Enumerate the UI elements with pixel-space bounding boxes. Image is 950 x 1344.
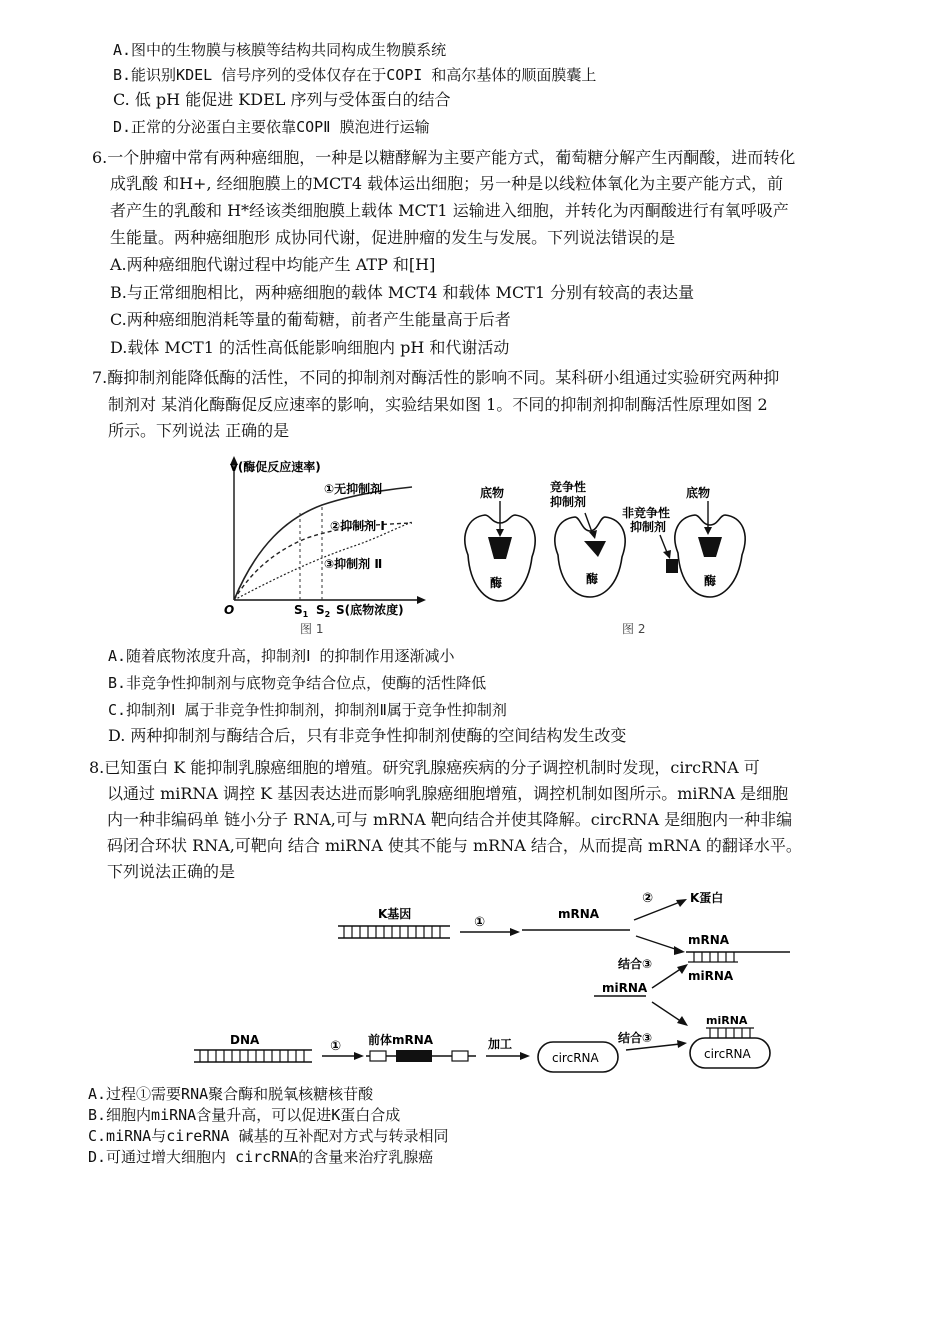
bind-step-3b-label: 结合③ (618, 1031, 653, 1045)
q6-stem-line2: 成乳酸 和H+, 经细胞膜上的MCT4 载体运出细胞；另一种是以线粒体氧化为主要产能方式，前 (110, 174, 784, 193)
q7-stem-line2: 制剂对 某消化酶酶促反应速率的影响，实验结果如图 1。不同的抑制剂抑制酶活性原理如图 2 (108, 395, 768, 414)
q7-stem-line1: 7.酶抑制剂能降低酶的活性，不同的抑制剂对酶活性的影响不同。某科研小组通过实验研究两种抑 (92, 368, 780, 387)
circrna-label: circRNA (552, 1051, 599, 1065)
q8-stem-line2: 以通过 miRNA 调控 K 基因表达进而影响乳腺癌细胞增殖，调控机制如图所示。miRNA 是细胞 (107, 784, 789, 803)
competitive-inhibitor-label-line2: 抑制剂 (550, 495, 587, 509)
enzyme-2-label: 酶 (586, 572, 599, 586)
enzyme-3-label: 酶 (704, 574, 717, 588)
step-1b-label: ① (330, 1039, 342, 1054)
bind-step-3a-label: 结合③ (618, 957, 653, 971)
noncompetitive-inhibitor-label-line1: 非竞争性 (622, 506, 671, 520)
curve-3-label: ③抑制剂 Ⅱ (324, 557, 383, 571)
q8-stem-line4: 码闭合环状 RNA,可靶向 结合 miRNA 使其不能与 mRNA 结合，从而提高 mRNA 的翻译水平。 (107, 836, 802, 855)
pre-mrna-exon-3 (452, 1051, 468, 1061)
mirna-bound-label: miRNA (688, 969, 734, 983)
q7-option-a: A.随着底物浓度升高，抑制剂Ⅰ 的抑制作用逐渐减小 (108, 647, 455, 665)
q6-option-b: B.与正常细胞相比，两种癌细胞的载体 MCT4 和载体 MCT1 分别有较高的表达量 (110, 283, 695, 302)
noncompetitive-inhibitor-shape (666, 559, 678, 573)
q6-stem-line4: 生能量。两种癌细胞形 成协同代谢，促进肿瘤的发生与发展。下列说法错误的是 (110, 228, 676, 247)
figure-1-caption: 图 1 (300, 622, 324, 636)
circrna-complex-label: circRNA (704, 1047, 751, 1061)
q8-stem-line1: 8.已知蛋白 K 能抑制乳腺癌细胞的增殖。研究乳腺癌疾病的分子调控机制时发现，circRNA 可 (89, 758, 760, 777)
k-protein-label: K蛋白 (690, 891, 724, 905)
k-gene-label: K基因 (378, 907, 412, 921)
pre-mrna-exon-1 (370, 1051, 386, 1061)
q7-option-b: B.非竞争性抑制剂与底物竞争结合位点，使酶的活性降低 (108, 674, 487, 692)
figure-2-caption: 图 2 (622, 622, 646, 636)
q8-option-c: C.miRNA与cireRNA 碱基的互补配对方式与转录相同 (88, 1127, 449, 1145)
figure-1-graph (212, 450, 427, 640)
mrna-label: mRNA (558, 907, 600, 921)
y-axis-label: v(酶促反应速率) (230, 460, 321, 474)
q5-option-b: B.能识别KDEL 信号序列的受体仅存在于COPI 和高尔基体的顺面膜囊上 (113, 66, 597, 84)
mirna-label: miRNA (602, 981, 648, 995)
step-1-label: ① (474, 915, 486, 930)
q5-option-c: C. 低 pH 能促进 KDEL 序列与受体蛋白的结合 (113, 90, 451, 109)
figure-2-diagram (450, 475, 750, 640)
q6-option-d: D.载体 MCT1 的活性高低能影响细胞内 pH 和代谢活动 (110, 338, 510, 357)
q8-option-b: B.细胞内miRNA含量升高，可以促进K蛋白合成 (88, 1106, 401, 1124)
dna-label: DNA (230, 1033, 260, 1047)
q8-option-d: D.可通过增大细胞内 circRNA的含量来治疗乳腺癌 (88, 1148, 434, 1166)
x-axis-label: S(底物浓度) (336, 603, 404, 617)
pre-mrna-label: 前体mRNA (368, 1033, 434, 1047)
s2-label: $S_2$ (316, 603, 331, 619)
competitive-inhibitor-label-line1: 竞争性 (550, 480, 587, 494)
processing-label: 加工 (488, 1037, 513, 1051)
q6-stem-line1: 6.一个肿瘤中常有两种癌细胞，一种是以糖酵解为主要产能方式，葡萄糖分解产生丙酮酸，进而转化 (92, 148, 796, 167)
curve-2-label: ②抑制剂 Ⅰ (330, 519, 385, 533)
pre-mrna-exon-2 (396, 1050, 432, 1062)
noncompetitive-inhibitor-label-line2: 抑制剂 (630, 520, 667, 534)
s1-label: $S_1$ (294, 603, 309, 619)
q7-stem-line3: 所示。下列说法 正确的是 (108, 421, 290, 440)
q8-option-a: A.过程①需要RNA聚合酶和脱氧核糖核苷酸 (88, 1085, 374, 1103)
substrate-1-label: 底物 (480, 486, 505, 500)
substrate-2-label: 底物 (686, 486, 711, 500)
mirna-circ-label: miRNA (706, 1014, 748, 1027)
q7-option-d: D. 两种抑制剂与酶结合后，只有非竞争性抑制剂使酶的空间结构发生改变 (108, 726, 627, 745)
q5-option-d: D.正常的分泌蛋白主要依靠COPⅡ 膜泡进行运输 (113, 118, 430, 136)
origin-label: O (224, 603, 235, 617)
curve-1-label: ①无抑制剂 (324, 482, 383, 496)
q5-option-a: A.图中的生物膜与核膜等结构共同构成生物膜系统 (113, 41, 447, 59)
circrna-mechanism-figure (190, 884, 800, 1080)
step-2-label: ② (642, 891, 654, 906)
q7-option-c: C.抑制剂Ⅰ 属于非竞争性抑制剂，抑制剂Ⅱ属于竞争性抑制剂 (108, 701, 507, 719)
q6-option-c: C.两种癌细胞消耗等量的葡萄糖，前者产生能量高于后者 (110, 310, 511, 329)
q8-stem-line5: 下列说法正确的是 (107, 862, 236, 881)
mrna-complex-label: mRNA (688, 933, 730, 947)
enzyme-1-label: 酶 (490, 576, 503, 590)
q6-option-a: A.两种癌细胞代谢过程中均能产生 ATP 和[H] (110, 255, 436, 274)
q8-stem-line3: 内一种非编码单 链小分子 RNA,可与 mRNA 靶向结合并使其降解。circRNA 是细胞内一种非编 (107, 810, 793, 829)
q6-stem-line3: 者产生的乳酸和 H*经该类细胞膜上载体 MCT1 运输进入细胞，并转化为丙酮酸进行有氧呼吸产 (110, 201, 789, 220)
